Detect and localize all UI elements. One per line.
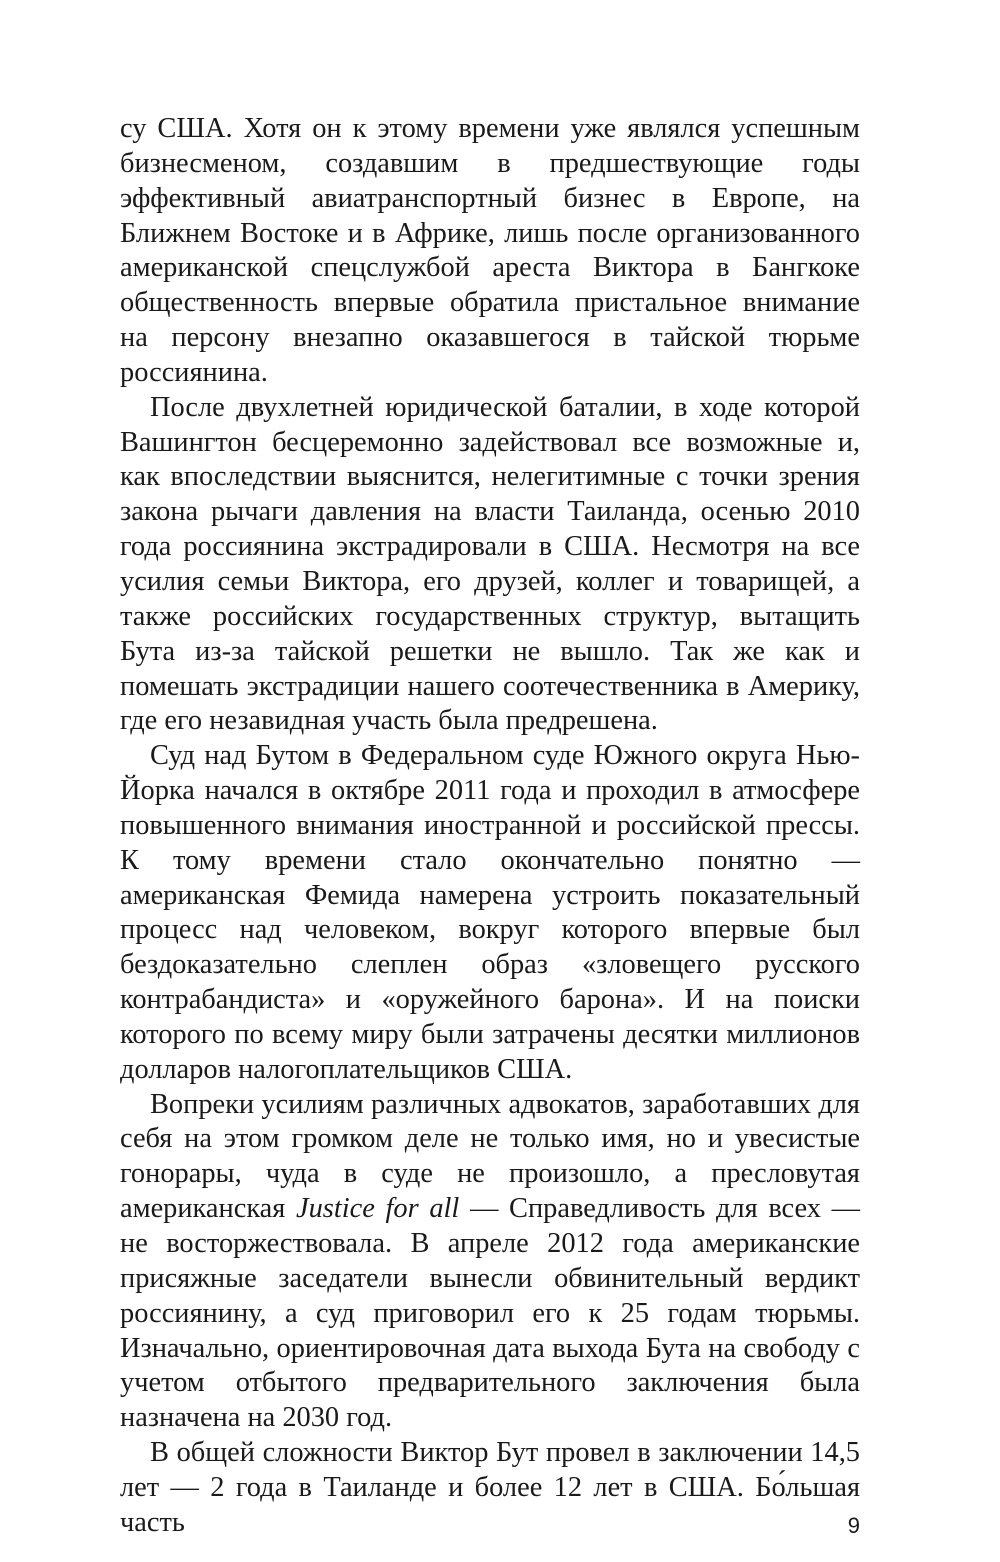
paragraph-5: В общей сложности Виктор Бут провел в заключении 14,5 лет — 2 года в Таиланде и более 12 лет в США. Бо́льшая часть xyxy=(120,1437,860,1538)
paragraph-1: су США. Хотя он к этому времени уже являлся успешным бизнесменом, создавшим в предшествующие годы эффективный авиатранспортный бизнес в Европе, на Ближнем Востоке и в Африке, лишь после организованного американской спецслужбой ареста Виктора в Бангкоке общественность впервые обратила пристальное внимание на персону внезапно оказавшегося в тайской тюрьме россиянина. xyxy=(120,113,860,388)
paragraph-4-after: — Справедливость для всех — не восторжествовала. В апреле 2012 года американские присяжные заседатели вынесли обвинительный вердикт россиянину, а суд приговорил его к 25 годам тюрьмы. Изначально, ориентировочная дата выхода Бута на свободу с учетом отбытого предварительного заключения была назначена на 2030 год. xyxy=(120,1193,860,1434)
body-text xyxy=(120,112,860,1541)
paragraph-4 xyxy=(120,1088,860,1436)
paragraph-3: Суд над Бутом в Федеральном суде Южного округа Нью-Йорка начался в октябре 2011 года и проходил в атмосфере повышенного внимания иностранной и российской прессы. К тому времени стало окончательно понятно — американская Фемида намерена устроить показательный процесс над человеком, вокруг которого впервые был бездоказательно слеплен образ «зловещего русского контрабандиста» и «оружейного барона». И на поиски которого по всему миру были затрачены десятки миллионов долларов налогоплательщиков США. xyxy=(120,740,860,1085)
paragraph-2: После двухлетней юридической баталии, в ходе которой Вашингтон бесцеремонно задействовал все возможные и, как впоследствии выяснится, нелегитимные с точки зрения закона рычаги давления на власти Таиланда, осенью 2010 года россиянина экстрадировали в США. Несмотря на все усилия семьи Виктора, его друзей, коллег и товарищей, а также российских государственных структур, вытащить Бута из-за тайской решетки не вышло. Так же как и помешать экстрадиции нашего соотечественника в Америку, где его незавидная участь была предрешена. xyxy=(120,391,860,737)
italic-phrase: Justice for all xyxy=(296,1193,460,1225)
page-number: 9 xyxy=(847,1513,860,1538)
book-page xyxy=(120,112,860,1541)
paragraph-4-before: Вопреки усилиям различных адвокатов, заработавших для себя на этом громком деле не только имя, но и увесистые гонорары, чуда в суде не произошло, а пресловутая американская xyxy=(120,1088,860,1225)
